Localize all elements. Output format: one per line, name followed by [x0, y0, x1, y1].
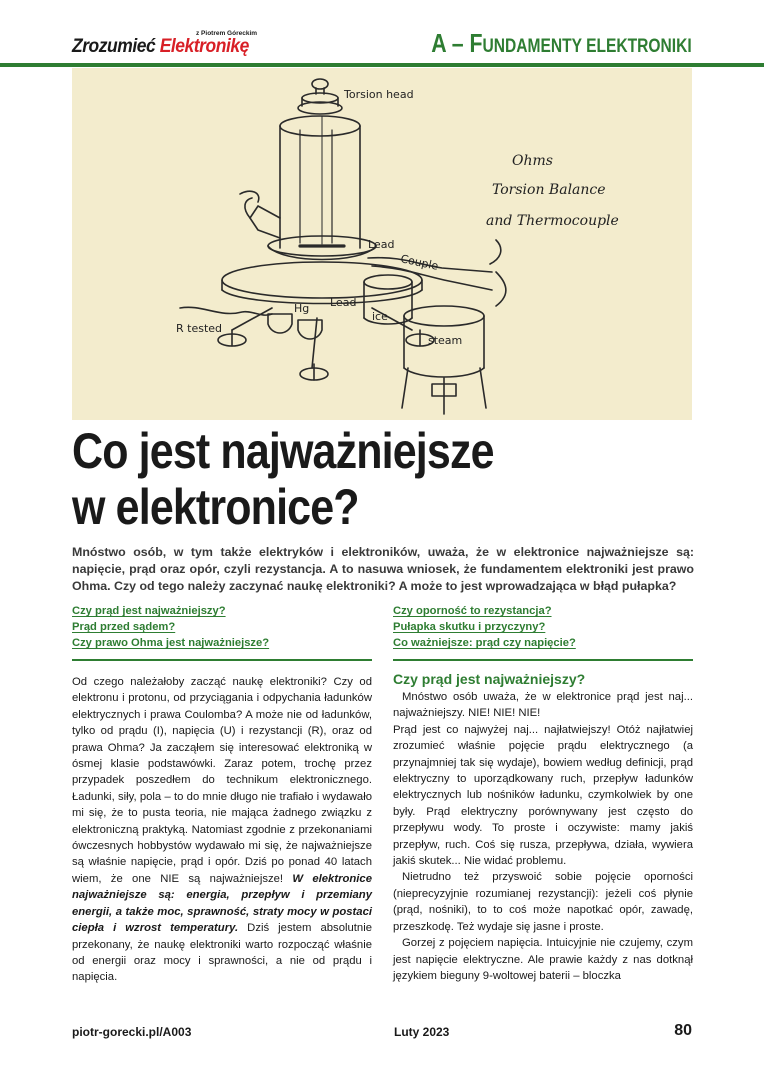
left-column [72, 674, 372, 986]
column-divider-right [393, 659, 693, 661]
footer-url[interactable]: piotr-gorecki.pl/A003 [72, 1025, 192, 1039]
right-paragraph-3: Nietrudno też przyswoić sobie pojęcie oporności (nieprecyzyjnie rozumianej rezystancji): jeżeli coś płynie (prąd, nośniki), to to coś może napotkać opór, zawadę, przeszkodę. Też wydaje się jasne i proste. [393, 871, 693, 933]
label-hg: Hg [294, 302, 310, 315]
logo-text-black: Zrozumieć [72, 36, 160, 57]
toc-link-prawo-ohma[interactable]: Czy prawo Ohma jest najważniejsze? [72, 637, 270, 649]
left-paragraph-end: Dziś jestem absolutnie przekonany, że naukę elektroniki warto rozpocząć właśnie od energii oraz mocy i sprawności, a nie od prądu i napięcia. [72, 922, 372, 984]
left-paragraph [72, 674, 372, 986]
header-rule [0, 63, 764, 67]
illustration-drawing [72, 68, 692, 420]
label-title-3: and Thermocouple [486, 213, 619, 229]
label-ice: ice [372, 310, 388, 323]
section-heading: Czy prąd jest najważniejszy? [393, 671, 586, 687]
left-paragraph-emphasis: W elektronice najważniejsze są: energia, przepływ i przemiany energii, a także moc, sprawność, straty mocy w postaci ciepła i wzrost temperatury. [72, 872, 372, 935]
page-number: 80 [674, 1022, 692, 1039]
logo-subtitle: z Piotrem Góreckim [196, 30, 258, 37]
toc-link-prad-czy-napiecie[interactable]: Co ważniejsze: prąd czy napięcie? [393, 637, 576, 649]
toc-left [72, 603, 372, 651]
toc-right [393, 603, 693, 651]
right-paragraph-1: Mnóstwo osób uważa, że w elektronice prąd jest naj... najważniejszy. NIE! NIE! NIE! [393, 691, 693, 720]
magazine-logo [72, 30, 312, 64]
article-title-line-2: w elektronice? [72, 479, 359, 535]
section-title [431, 28, 692, 59]
article-lead: Mnóstwo osób, w tym także elektryków i elektroników, uważa, że w elektronice najważniejsze są: napięcie, prąd oraz opór, czyli rezystancja. A to nasuwa wniosek, że fundamentem elektroniki jest prawo Ohma. Czy od tego należy zaczynać naukę elektroniki? A może to jest wprowadzająca w błąd pułapka? [72, 545, 694, 593]
logo-text [72, 36, 249, 58]
toc-link-prad-najwazniejszy[interactable]: Czy prąd jest najważniejszy? [72, 605, 226, 617]
label-r-tested: R tested [176, 322, 223, 335]
right-paragraph-2: Prąd jest co najwyżej naj... najłatwiejszy! Otóż najłatwiej zrozumieć właśnie pojęcie prądu elektrycznego (a przynajmniej tak się wydaje), bowiem według definicji, prąd elektryczny to uporządkowany ruch, przepływ ładunków elektrycznych lub nośników ładunku, czymkolwiek by one były. Prąd elektryczny porównywany jest często do przepływu wody. To proste i oczywiste: mamy jakiś przepływ, ruch. Coś się rusza, przepływa, działa, wywiera jakiś skutek... Nie widać problemu. [393, 723, 693, 868]
logo-text-red: Elektronikę [159, 36, 249, 57]
toc-link-prad-przed-sadem[interactable]: Prąd przed sądem? [72, 621, 176, 633]
right-column [393, 670, 693, 984]
left-paragraph-start: Od czego należałoby zacząć naukę elektroniki? Czy od elektronu i protonu, od przyciągania i odpychania ładunków elektrycznych i prawa Coulomba? A może nie od ładunków, tylko od prądu (I), napięcia (U) i rezystancji (R), oraz od prawa Ohma? Ja zacząłem się interesować elektroniką w ósmej klasie podstawówki. Zaraz potem, trochę przez przypadek poszedłem do technikum elektronicznego. Ładunki, siły, pola – to do mnie długo nie trafiało i wydawało mi się, że to pusta teoria, nie mająca żadnego związku z elektroniczną praktyką. Natomiast zgodnie z przekonaniami ówczesnych hobbystów wydawało mi się, że najważniejsze są właśnie napięcie, prąd i opór. Dziś po ponad 40 latach wiem, że one NIE są najważniejsze! [72, 676, 372, 885]
label-title-1: Ohms [512, 153, 553, 169]
column-divider-left [72, 659, 372, 661]
toc-link-pulapka-skutku[interactable]: Pułapka skutku i przyczyny? [393, 621, 546, 633]
section-title-first: A – F [431, 28, 483, 58]
section-title-rest: UNDAMENTY ELEKTRONIKI [482, 36, 692, 57]
label-lead-1: Lead [368, 238, 395, 251]
torsion-balance-illustration [72, 68, 692, 420]
label-lead-2: Lead [330, 296, 357, 309]
label-torsion-head: Torsion head [344, 88, 414, 101]
toc-link-opornosc-rezystancja[interactable]: Czy oporność to rezystancja? [393, 605, 552, 617]
article-title [72, 423, 622, 535]
right-paragraph-4: Gorzej z pojęciem napięcia. Intuicyjnie nie czujemy, czym jest napięcie elektryczne. Ale prawie każdy z nas dotknął językiem bieguny 9-woltowej baterii – bloczka [393, 937, 693, 982]
footer-date: Luty 2023 [394, 1025, 450, 1039]
label-couple: Couple [399, 252, 440, 273]
label-steam: steam [428, 334, 463, 347]
article-title-line-1: Co jest najważniejsze [72, 423, 494, 479]
label-title-2: Torsion Balance [492, 182, 606, 198]
